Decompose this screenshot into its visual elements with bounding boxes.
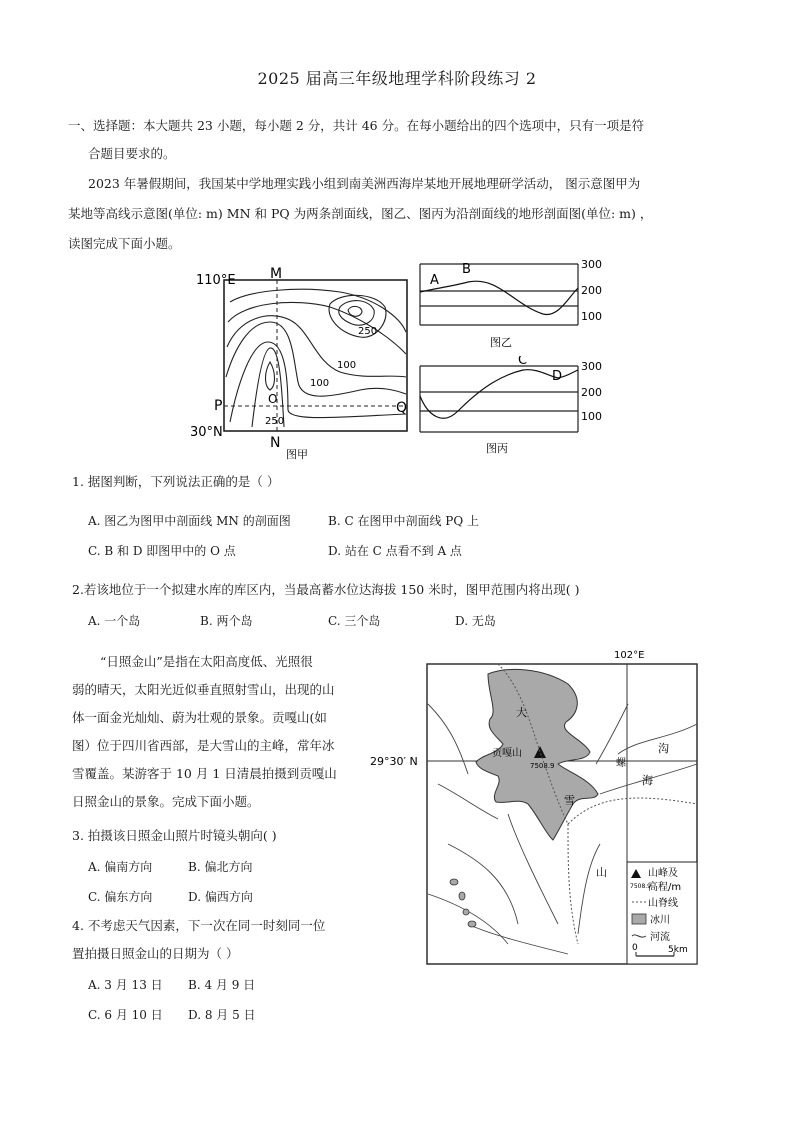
yi-point-b: B — [462, 262, 471, 277]
figure-jia-contour-map — [190, 262, 420, 462]
intro-2-line-6: 日照金山的景象。完成下面小题。 — [72, 794, 260, 809]
peak-name: 贡嘎山 — [492, 748, 522, 759]
q2-option-d[interactable]: D. 无岛 — [455, 614, 496, 628]
q4-stem-line-1: 4. 不考虑天气因素，下一次在同一时刻同一位 — [72, 918, 326, 933]
contour-100-right: 100 — [337, 360, 357, 371]
q3-stem: 3. 拍摄该日照金山照片时镜头朝向( ) — [72, 828, 277, 843]
q4-option-c[interactable]: C. 6 月 10 日 — [88, 1008, 163, 1022]
bing-tick-300: 300 — [581, 360, 602, 373]
point-n: N — [270, 435, 281, 451]
figure-bing-profile — [418, 356, 608, 456]
intro-1-line-2: 某地等高线示意图(单位: m) MN 和 PQ 为两条剖面线，图乙、图丙为沿剖面线的地形剖面图(单位: m) ， — [68, 206, 653, 221]
intro-2-line-3: 体一面金光灿灿、蔚为壮观的景象。贡嘎山(如 — [72, 710, 327, 725]
legend-glacier-label: 冰川 — [650, 915, 670, 926]
legend-ridge-label: 山脊线 — [648, 898, 678, 909]
q4-option-b[interactable]: B. 4 月 9 日 — [188, 978, 256, 992]
figure-jia-caption: 图甲 — [286, 448, 308, 461]
yi-tick-200: 200 — [581, 284, 602, 297]
figure-bing-caption: 图丙 — [486, 442, 508, 455]
gongga-glacier-map — [368, 644, 718, 966]
q1-option-a[interactable]: A. 图乙为图甲中剖面线 MN 的剖面图 — [88, 514, 291, 528]
map-char-xue: 雪 — [564, 794, 575, 807]
q4-option-a[interactable]: A. 3 月 13 日 — [88, 978, 163, 992]
intro-2-line-1: “日照金山”是指在太阳高度低、光照很 — [100, 654, 313, 669]
q3-option-c[interactable]: C. 偏东方向 — [88, 890, 153, 904]
q3-option-d[interactable]: D. 偏西方向 — [188, 890, 253, 904]
bing-tick-200: 200 — [581, 386, 602, 399]
intro-1-line-3: 读图完成下面小题。 — [68, 236, 181, 251]
figure-yi-caption: 图乙 — [490, 336, 512, 349]
bing-point-c: C — [518, 356, 528, 368]
intro-2-line-5: 雪覆盖。某游客于 10 月 1 日清晨拍摄到贡嘎山 — [72, 766, 337, 781]
map-char-shan: 山 — [596, 866, 607, 879]
section-header: 一、选择题：本大题共 23 小题，每小题 2 分，共计 46 分。在每小题给出的四个选项中，只有一项是符 — [68, 118, 645, 133]
intro-1-line-1: 2023 年暑假期间，我国某中学地理实践小组到南美洲西海岸某地开展地理研学活动， 图示意图甲为 — [88, 176, 641, 191]
q1-option-d[interactable]: D. 站在 C 点看不到 A 点 — [328, 544, 462, 558]
yi-tick-100: 100 — [581, 310, 602, 323]
bing-point-d: D — [552, 369, 563, 384]
q1-option-b[interactable]: B. C 在图甲中剖面线 PQ 上 — [328, 514, 479, 528]
point-o: O — [268, 392, 278, 406]
bing-tick-100: 100 — [581, 410, 602, 423]
page-title: 2025 届高三年级地理学科阶段练习 2 — [257, 69, 537, 88]
scale-zero: 0 — [632, 943, 638, 953]
q1-stem: 1. 据图判断，下列说法正确的是（ ） — [72, 474, 280, 489]
map-lon-label: 102°E — [614, 650, 645, 661]
legend-river-label: 河流 — [650, 932, 670, 943]
contour-250-top: 250 — [358, 326, 378, 337]
figure-yi-profile — [418, 258, 608, 350]
legend-peak-label-2: 高程/m — [648, 882, 682, 893]
q3-option-b[interactable]: B. 偏北方向 — [188, 860, 253, 874]
point-q: Q — [396, 400, 408, 416]
scale-5km: 5km — [668, 945, 688, 955]
map-lat-label: 29°30′ N — [370, 755, 418, 768]
point-p: P — [214, 398, 223, 414]
map-char-gou: 沟 — [658, 742, 669, 755]
q4-option-d[interactable]: D. 8 月 5 日 — [188, 1008, 256, 1022]
q2-stem: 2.若该地位于一个拟建水库的库区内，当最高蓄水位达海拔 150 米时，图甲范围内将出现( ) — [72, 582, 580, 597]
peak-elevation: 7508.9 — [530, 762, 555, 770]
q1-option-c[interactable]: C. B 和 D 即图甲中的 O 点 — [88, 544, 236, 558]
q4-stem-line-2: 置拍摄日照金山的日期为（ ） — [72, 946, 239, 961]
contour-250-bottom: 250 — [265, 416, 285, 427]
section-header-cont: 合题目要求的。 — [88, 146, 176, 161]
contour-100-mid: 100 — [310, 378, 330, 389]
legend-glacier-swatch — [632, 914, 646, 924]
intro-2-line-4: 图）位于四川省西部，是大雪山的主峰，常年冰 — [72, 738, 335, 753]
intro-2-line-2: 弱的晴天，太阳光近似垂直照射雪山，出现的山 — [72, 682, 335, 697]
map-char-luo: 螺 — [616, 758, 626, 769]
q2-option-b[interactable]: B. 两个岛 — [200, 614, 253, 628]
map-char-hai: 海 — [642, 774, 653, 787]
map-char-da: 大 — [516, 706, 527, 719]
legend-peak-label-1: 山峰及 — [648, 868, 678, 879]
lon-label: 110°E — [196, 273, 236, 288]
q3-option-a[interactable]: A. 偏南方向 — [88, 860, 153, 874]
lat-label: 30°N — [190, 425, 223, 440]
q2-option-c[interactable]: C. 三个岛 — [328, 614, 381, 628]
yi-point-a: A — [430, 273, 439, 288]
q2-option-a[interactable]: A. 一个岛 — [88, 614, 141, 628]
yi-tick-300: 300 — [581, 258, 602, 271]
point-m: M — [270, 266, 283, 282]
legend-peak-sample: 7508.9 — [630, 883, 651, 890]
